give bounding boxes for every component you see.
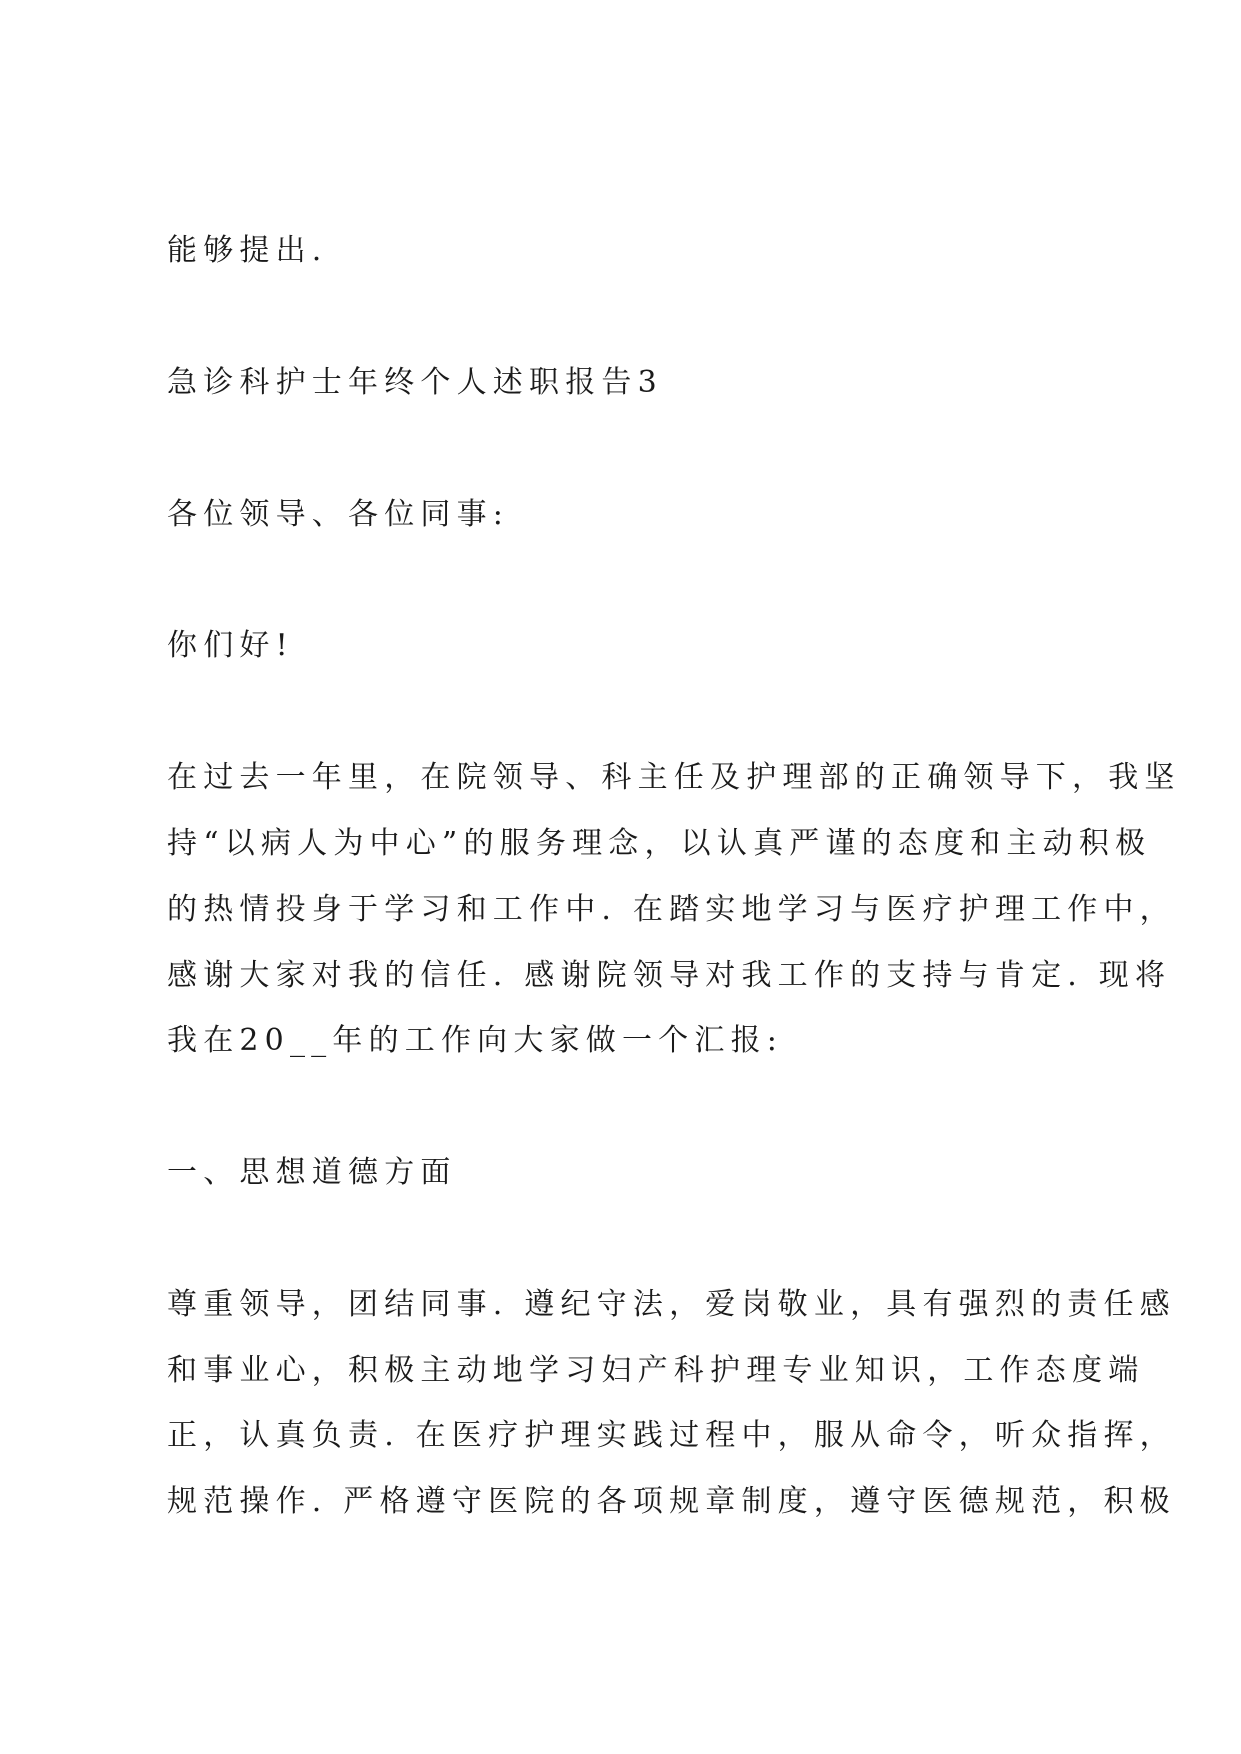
paragraph-line: 在过去一年里，在院领导、科主任及护理部的正确领导下，我坚 bbox=[167, 760, 1181, 795]
paragraph-line: 尊重领导，团结同事. 遵纪守法，爱岗敬业，具有强烈的责任感 bbox=[167, 1287, 1176, 1322]
paragraph-line: 规范操作. 严格遵守医院的各项规章制度，遵守医德规范，积极 bbox=[167, 1484, 1176, 1519]
report-title: 急诊科护士年终个人述职报告3 bbox=[167, 365, 663, 400]
salutation: 各位领导、各位同事: bbox=[167, 497, 510, 532]
paragraph-line: 正，认真负责. 在医疗护理实践过程中，服从命令，听众指挥， bbox=[167, 1418, 1176, 1453]
paragraph-line: 持“以病人为中心”的服务理念，以认真严谨的态度和主动积极 bbox=[167, 826, 1152, 861]
greeting: 你们好! bbox=[167, 628, 294, 663]
paragraph-line: 感谢大家对我的信任. 感谢院领导对我工作的支持与肯定. 现将 bbox=[167, 958, 1172, 993]
section-heading: 一、思想道德方面 bbox=[167, 1155, 457, 1190]
paragraph-line: 我在20__年的工作向大家做一个汇报: bbox=[167, 1023, 784, 1058]
text-line: 能够提出. bbox=[167, 233, 328, 268]
paragraph-line: 和事业心，积极主动地学习妇产科护理专业知识，工作态度端 bbox=[167, 1353, 1145, 1388]
paragraph-line: 的热情投身于学习和工作中. 在踏实地学习与医疗护理工作中， bbox=[167, 892, 1176, 927]
